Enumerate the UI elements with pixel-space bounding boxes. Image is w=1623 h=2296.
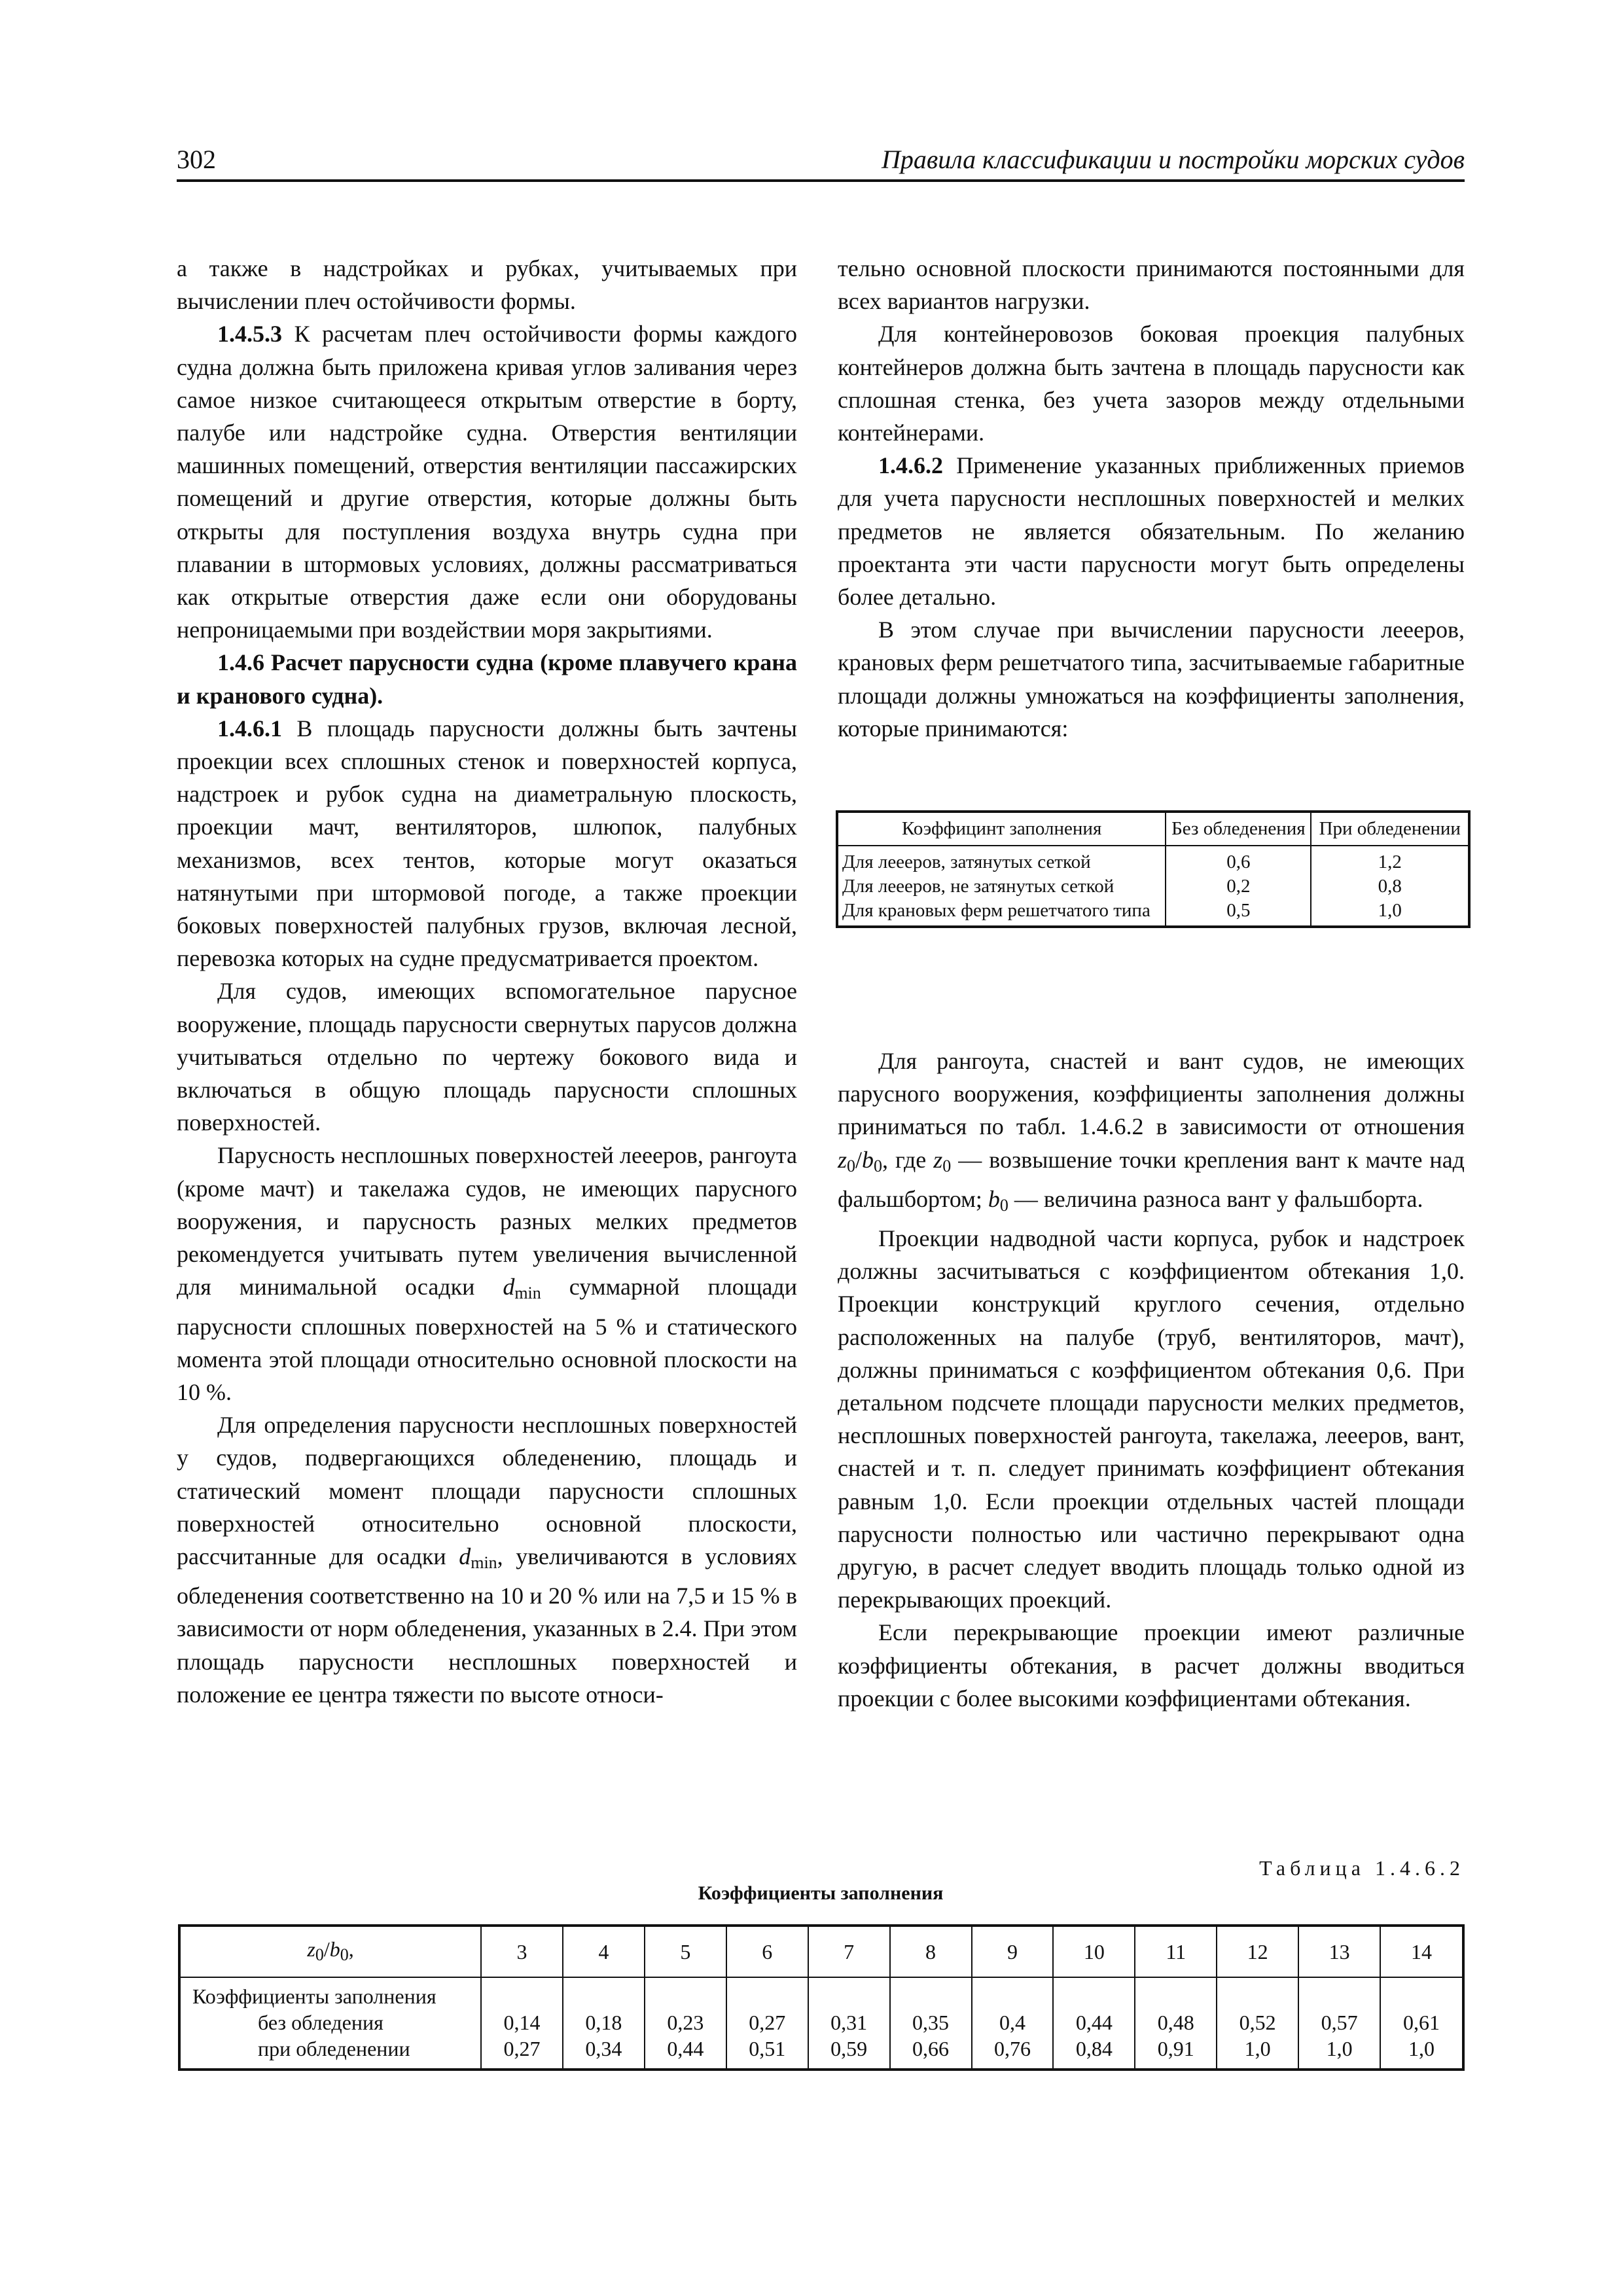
paragraph: а также в надстройках и рубках, учитываемых при вычислении плеч остойчивости формы. (177, 255, 797, 315)
table-header: 5 (645, 1926, 726, 1977)
table-cell: 0,18 0,34 (563, 1977, 645, 2070)
table-label: Таблица 1.4.6.2 (1259, 1856, 1465, 1880)
table-cell: 0,44 0,84 (1053, 1977, 1135, 2070)
section-number: 1.4.5.3 (217, 321, 282, 348)
paragraph: Для судов, имеющих вспомогательное парусное вооружение, площадь парусности свернутых парусов должна учитываться отдельно по чертежу бокового вида и включаться в общую площадь парусности сплошных поверхностей. (177, 978, 797, 1136)
table-title: Коэффициенты заполнения (698, 1882, 944, 1904)
table-header: 3 (481, 1926, 563, 1977)
table-header: Без обледенения (1166, 812, 1311, 846)
table-cell: 0,57 1,0 (1298, 1977, 1380, 2070)
fill-coefficient-table (836, 810, 1471, 928)
table-header: 6 (726, 1926, 808, 1977)
paragraph: Для рангоута, снастей и вант судов, не имеющих парусного вооружения, коэффициенты заполнения должны приниматься по табл. 1.4.6.2 в зависимости от отношения $z_0/b_0$, где $z_0$ — возвышение точки крепления вант к мачте над фальшбортом; $b_0$ — величина разноса вант у фальшборта. (838, 1048, 1465, 1215)
section-heading: 1.4.6 Расчет парусности судна (кроме плавучего крана и кранового судна). (177, 649, 797, 709)
paragraph: Для контейнеровозов боковая проекция палубных контейнеров должна быть зачтена в площадь парусности как сплошная стенка, без учета зазоров между отдельными контейнерами. (838, 321, 1465, 446)
table-header: Коэффицинт заполнения (837, 812, 1166, 846)
paragraph: Для определения парусности несплошных поверхностей у судов, подвергающихся обледенению, площадь и статический момент площади парусности сплошных поверхностей относительно основной плоскости, рассчитанные для осадки $d_{min}$, увеличиваются в условиях обледенения соответственно на 10 и 20 % или на 7,5 и 15 % в зависимости от норм обледенения, указанных в 2.4. При этом площадь парусности несплошных поверхностей и положение ее центра тяжести по высоте относи- (177, 1412, 798, 1708)
paragraph: 1.4.5.3 К расчетам плеч остойчивости формы каждого судна должна быть приложена кривая углов заливания через самое низкое считающееся открытым отверстие в борту, палубе или надстройке судна. Отверстия вентиляции машинных помещений, отверстия вентиляции пассажирских помещений и другие отверстия, которые должны быть открыты для поступления воздуха внутрь судна при плавании в штормовых условиях, должны рассматриваться как открытые отверстия даже если они оборудованы непроницаемыми при воздействии моря закрытиями. (177, 321, 797, 643)
table-cell: 0,6 0,2 0,5 (1166, 846, 1311, 927)
table-cell: 0,52 1,0 (1217, 1977, 1298, 2070)
paragraph: Проекции надводной части корпуса, рубок и надстроек должны засчитываться с коэффициентом обтекания 1,0. Проекции конструкций круглого сечения, отдельно расположенных на палубе (труб, вентиляторов, мачт), должны приниматься с коэффициентом обтекания 0,6. При детальном подсчете площади парусности мелких предметов, несплошных поверхностей рангоута, такелажа, леееров, вант, снастей и т. п. следует принимать коэффициент обтекания равным 1,0. Если проекции отдельных частей площади парусности полностью или частично перекрывают одна другую, в расчет следует вводить площадь только одной из перекрывающих проекций. (838, 1225, 1465, 1613)
running-title: Правила классификации и постройки морских судов (881, 145, 1465, 174)
table-cell: 0,27 0,51 (726, 1977, 808, 2070)
left-column (177, 252, 797, 1711)
table-cell: 0,4 0,76 (972, 1977, 1054, 2070)
table-row (837, 846, 1469, 927)
paragraph: В этом случае при вычислении парусности леееров, крановых ферм решетчатого типа, засчитываемые габаритные площади должны умножаться на коэффициенты заполнения, которые принимаются: (838, 617, 1465, 742)
table-header: 13 (1298, 1926, 1380, 1977)
page-number: 302 (177, 145, 216, 174)
paragraph: Парусность несплошных поверхностей леееров, рангоута (кроме мачт) и такелажа судов, не имеющих парусного вооружения, и парусность разных мелких предметов рекомендуется учитывать путем увеличения вычисленной для минимальной осадки $d_{min}$ суммарной площади парусности сплошных поверхностей на 5 % и статического момента этой площади относительно основной плоскости на 10 %. (177, 1142, 797, 1405)
table-header: 8 (890, 1926, 972, 1977)
paragraph: тельно основной плоскости принимаются постоянными для всех вариантов нагрузки. (838, 255, 1465, 315)
table-header: 7 (808, 1926, 890, 1977)
table-row-header: Коэффициенты заполнения без обледения при обледенении (179, 1977, 481, 2070)
table-header: 11 (1135, 1926, 1217, 1977)
page-header (177, 143, 1465, 182)
table-cell: 0,48 0,91 (1135, 1977, 1217, 2070)
paragraph: Если перекрывающие проекции имеют различные коэффициенты обтекания, в расчет должны вводиться проекции с более высокими коэффициентами обтекания. (838, 1619, 1465, 1712)
table-header-row (179, 1926, 1463, 1977)
table-cell: 0,35 0,66 (890, 1977, 972, 2070)
table-header: 4 (563, 1926, 645, 1977)
paragraph: 1.4.6.2 Применение указанных приближенных приемов для учета парусности несплошных поверхностей и мелких предметов не является обязательным. По желанию проектанта эти части парусности могут быть определены более детально. (838, 452, 1465, 611)
section-number: 1.4.6.2 (878, 452, 943, 479)
table-cell: 0,23 0,44 (645, 1977, 726, 2070)
table-row (179, 1977, 1463, 2070)
right-column-bottom (838, 1045, 1465, 1715)
table-header: $z_0/b_0$, (179, 1926, 481, 1977)
section-number: 1.4.6.1 (217, 715, 282, 742)
table-header: 10 (1053, 1926, 1135, 1977)
table-header: 14 (1380, 1926, 1463, 1977)
right-column-top (838, 252, 1465, 745)
table-cell: 0,61 1,0 (1380, 1977, 1463, 2070)
table-header: При обледенении (1311, 812, 1469, 846)
table-cell: 0,14 0,27 (481, 1977, 563, 2070)
fill-coefficients-by-ratio-table (178, 1924, 1465, 2071)
table-header: 12 (1217, 1926, 1298, 1977)
paragraph: 1.4.6.1 В площадь парусности должны быть зачтены проекции всех сплошных стенок и поверхностей корпуса, надстроек и рубок судна на диаметральную плоскость, проекции мачт, вентиляторов, шлюпок, палубных механизмов, всех тентов, которые могут оказаться натянутыми при штормовой погоде, а также проекции боковых поверхностей палубных грузов, включая лесной, перевозка которых на судне предусматривается проектом. (177, 715, 797, 972)
table-cell: 0,31 0,59 (808, 1977, 890, 2070)
table-header: 9 (972, 1926, 1054, 1977)
table-cell: Для леееров, затянутых сеткой Для леееров, не затянутых сеткой Для крановых ферм решетчатого типа (837, 846, 1166, 927)
table-cell: 1,2 0,8 1,0 (1311, 846, 1469, 927)
